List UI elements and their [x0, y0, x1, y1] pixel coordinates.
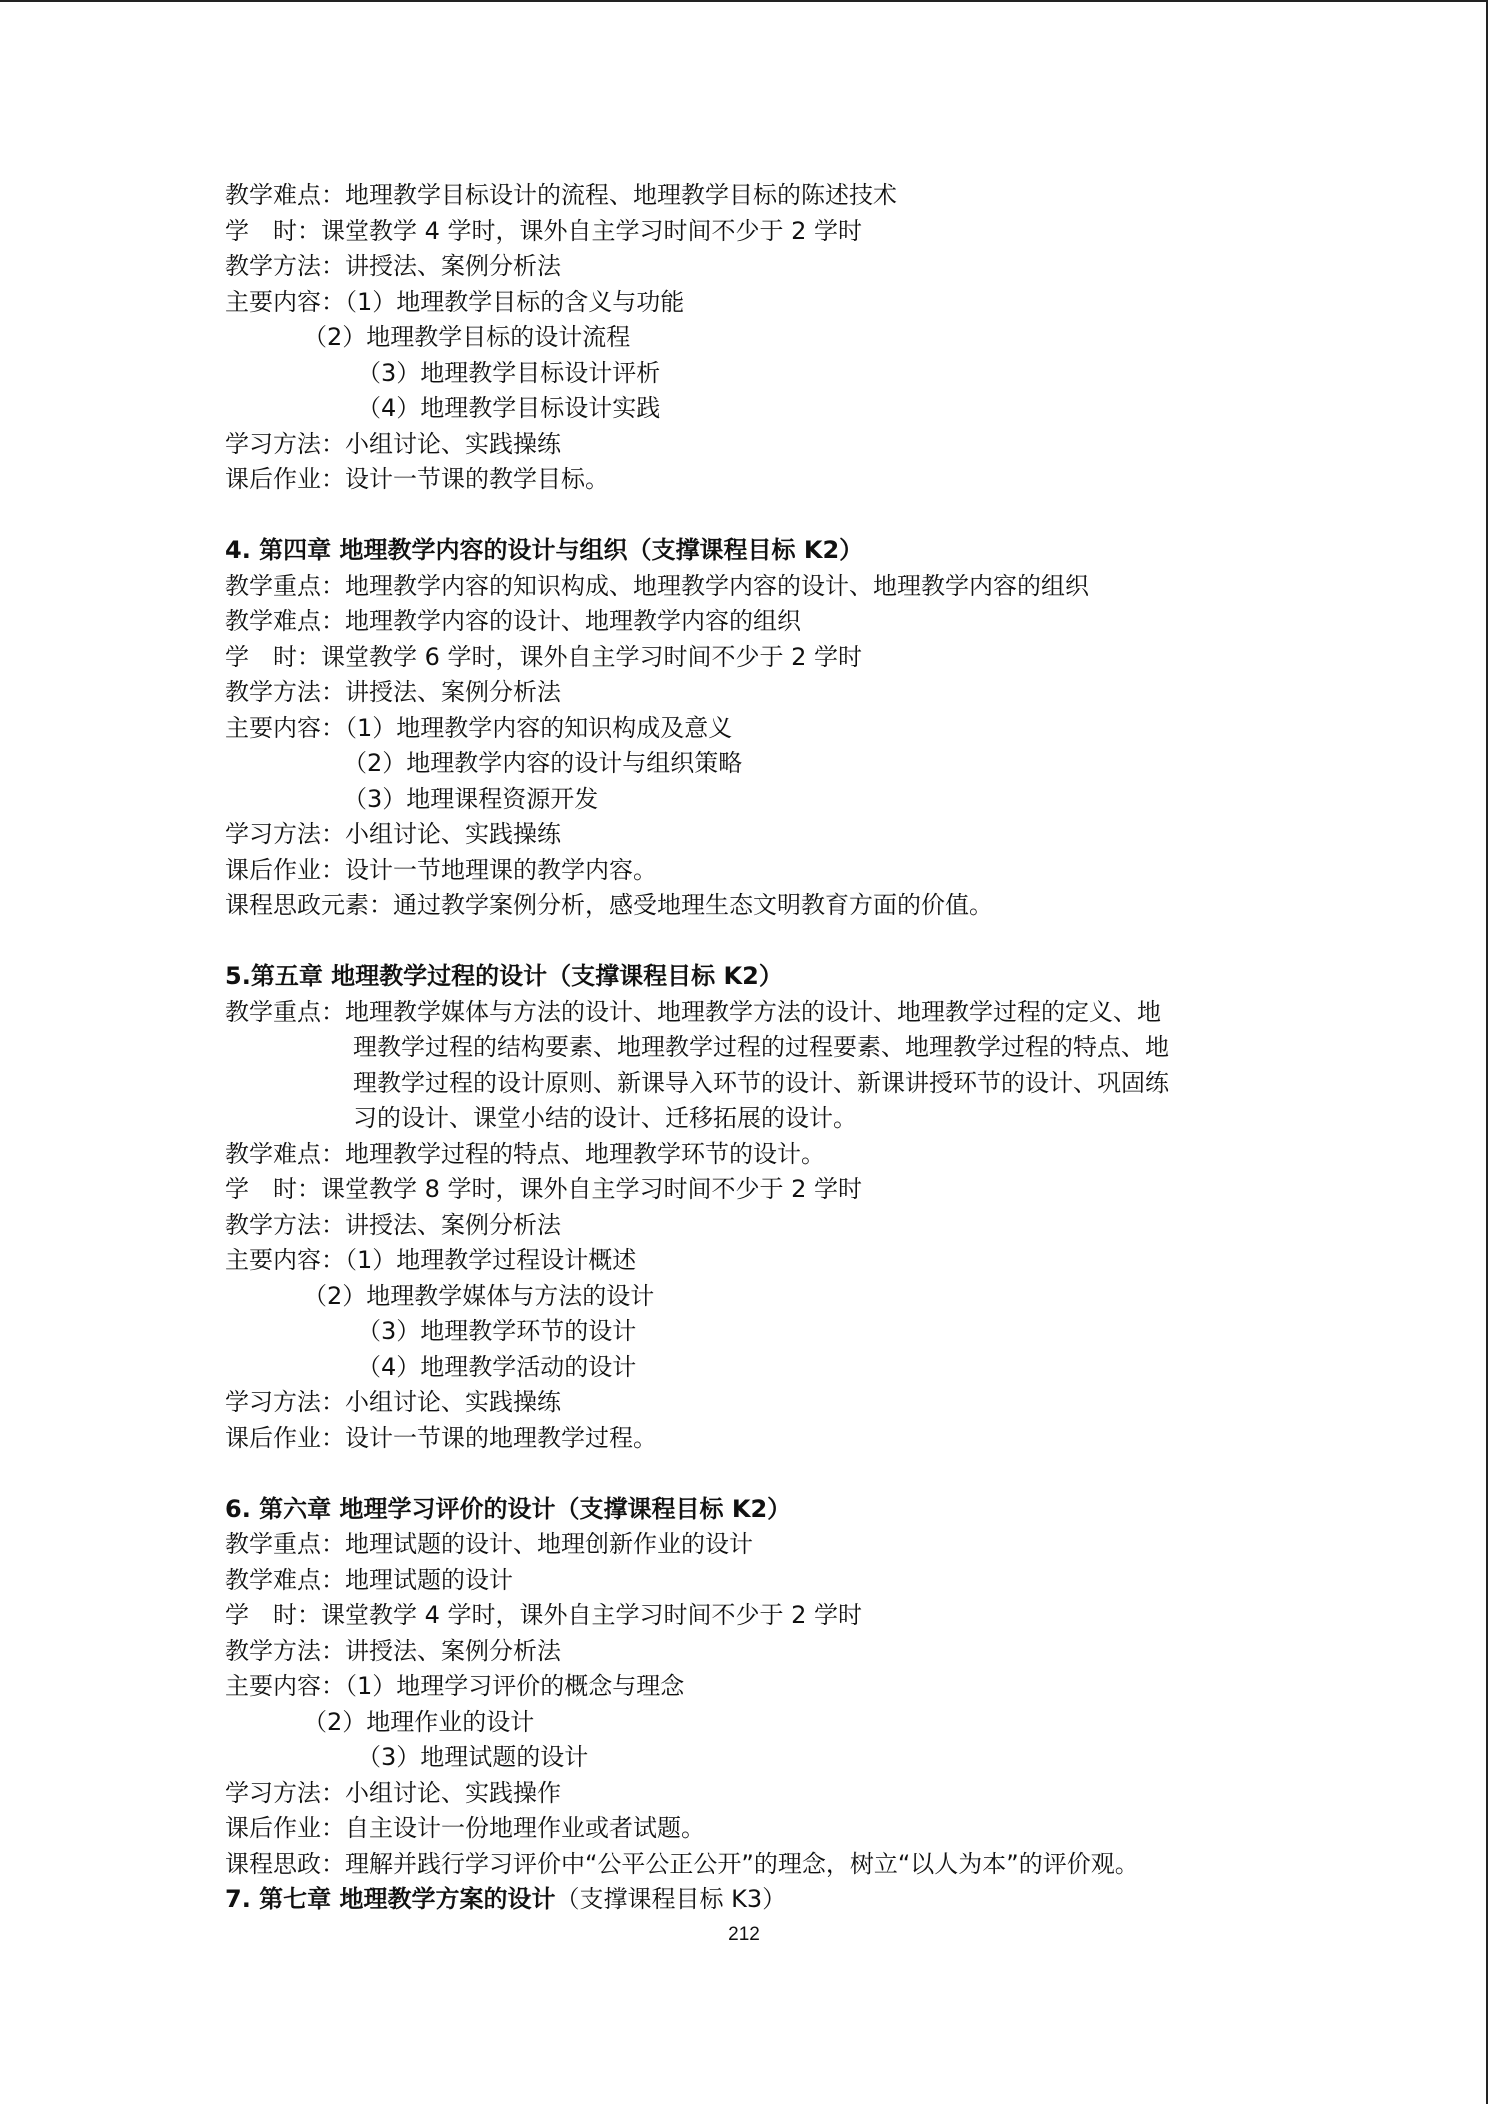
sec6-hours: 学 时：课堂教学 4 学时，课外自主学习时间不少于 2 学时: [225, 1601, 863, 1629]
sec6-content-3: （3）地理试题的设计: [357, 1743, 589, 1771]
sec3-hours: 学 时：课堂教学 4 学时，课外自主学习时间不少于 2 学时: [225, 216, 863, 245]
sec6-key-points: 教学重点：地理试题的设计、地理创新作业的设计: [225, 1530, 753, 1558]
sec6-heading: 6. 第六章 地理学习评价的设计（支撑课程目标 K2）: [225, 1494, 792, 1523]
sec5-key-points-1: 教学重点：地理教学媒体与方法的设计、地理教学方法的设计、地理教学过程的定义、地: [225, 997, 1161, 1026]
sec3-difficulty: 教学难点：地理教学目标设计的流程、地理教学目标的陈述技术: [225, 181, 897, 209]
sec3-learning: 学习方法：小组讨论、实践操练: [225, 429, 561, 458]
sec6-content-1: 主要内容：（1）地理学习评价的概念与理念: [225, 1672, 685, 1700]
sec5-key-points-2: 理教学过程的结构要素、地理教学过程的过程要素、地理教学过程的特点、地: [353, 1033, 1169, 1061]
sec4-key-points: 教学重点：地理教学内容的知识构成、地理教学内容的设计、地理教学内容的组织: [225, 571, 1089, 600]
sec6-learning: 学习方法：小组讨论、实践操作: [225, 1778, 561, 1807]
sec7-heading-support: （支撑课程目标 K3）: [555, 1885, 787, 1913]
sec5-key-points-3: 理教学过程的设计原则、新课导入环节的设计、新课讲授环节的设计、巩固练: [353, 1068, 1169, 1097]
sec4-content-3: （3）地理课程资源开发: [343, 784, 599, 813]
sec4-learning: 学习方法：小组讨论、实践操练: [225, 820, 561, 848]
sec6-homework: 课后作业：自主设计一份地理作业或者试题。: [225, 1814, 705, 1842]
sec6-ideology: 课程思政：理解并践行学习评价中“公平公正公开”的理念，树立“以人为本”的评价观。: [225, 1849, 1139, 1878]
sec4-difficulty: 教学难点：地理教学内容的设计、地理教学内容的组织: [225, 607, 801, 635]
sec7-heading: [225, 1882, 1285, 1918]
sec3-content-1: 主要内容：（1）地理教学目标的含义与功能: [225, 287, 685, 316]
sec5-methods: 教学方法：讲授法、案例分析法: [225, 1210, 561, 1239]
sec3-methods: 教学方法：讲授法、案例分析法: [225, 252, 561, 280]
sec3-content-3: （3）地理教学目标设计评析: [357, 358, 661, 387]
sec4-methods: 教学方法：讲授法、案例分析法: [225, 678, 561, 706]
page-number: 212: [728, 1924, 760, 1945]
sec5-difficulty: 教学难点：地理教学过程的特点、地理教学环节的设计。: [225, 1139, 825, 1168]
sec7-heading-title: 7. 第七章 地理教学方案的设计: [225, 1885, 556, 1913]
sec5-homework: 课后作业：设计一节课的地理教学过程。: [225, 1423, 657, 1452]
document-body: [225, 178, 1285, 1918]
sec5-hours: 学 时：课堂教学 8 学时，课外自主学习时间不少于 2 学时: [225, 1175, 863, 1203]
sec4-content-2: （2）地理教学内容的设计与组织策略: [343, 749, 743, 777]
sec4-heading: 4. 第四章 地理教学内容的设计与组织（支撑课程目标 K2）: [225, 536, 864, 564]
sec5-content-2: （2）地理教学媒体与方法的设计: [303, 1281, 655, 1310]
sec4-ideology: 课程思政元素：通过教学案例分析，感受地理生态文明教育方面的价值。: [225, 891, 993, 919]
sec5-content-3: （3）地理教学环节的设计: [357, 1317, 637, 1345]
sec5-content-1: 主要内容：（1）地理教学过程设计概述: [225, 1246, 637, 1274]
sec3-content-2: （2）地理教学目标的设计流程: [303, 323, 631, 351]
sec6-methods: 教学方法：讲授法、案例分析法: [225, 1636, 561, 1665]
sec5-content-4: （4）地理教学活动的设计: [357, 1352, 637, 1381]
sec5-heading: 5.第五章 地理教学过程的设计（支撑课程目标 K2）: [225, 962, 783, 990]
sec6-content-2: （2）地理作业的设计: [303, 1707, 535, 1736]
sec4-homework: 课后作业：设计一节地理课的教学内容。: [225, 855, 657, 884]
sec4-hours: 学 时：课堂教学 6 学时，课外自主学习时间不少于 2 学时: [225, 642, 863, 671]
sec3-content-4: （4）地理教学目标设计实践: [357, 394, 661, 422]
sec5-learning: 学习方法：小组讨论、实践操练: [225, 1388, 561, 1416]
sec5-key-points-4: 习的设计、课堂小结的设计、迁移拓展的设计。: [353, 1104, 857, 1132]
sec3-homework: 课后作业：设计一节课的教学目标。: [225, 465, 609, 493]
sec4-content-1: 主要内容：（1）地理教学内容的知识构成及意义: [225, 713, 733, 742]
sec6-difficulty: 教学难点：地理试题的设计: [225, 1565, 513, 1594]
